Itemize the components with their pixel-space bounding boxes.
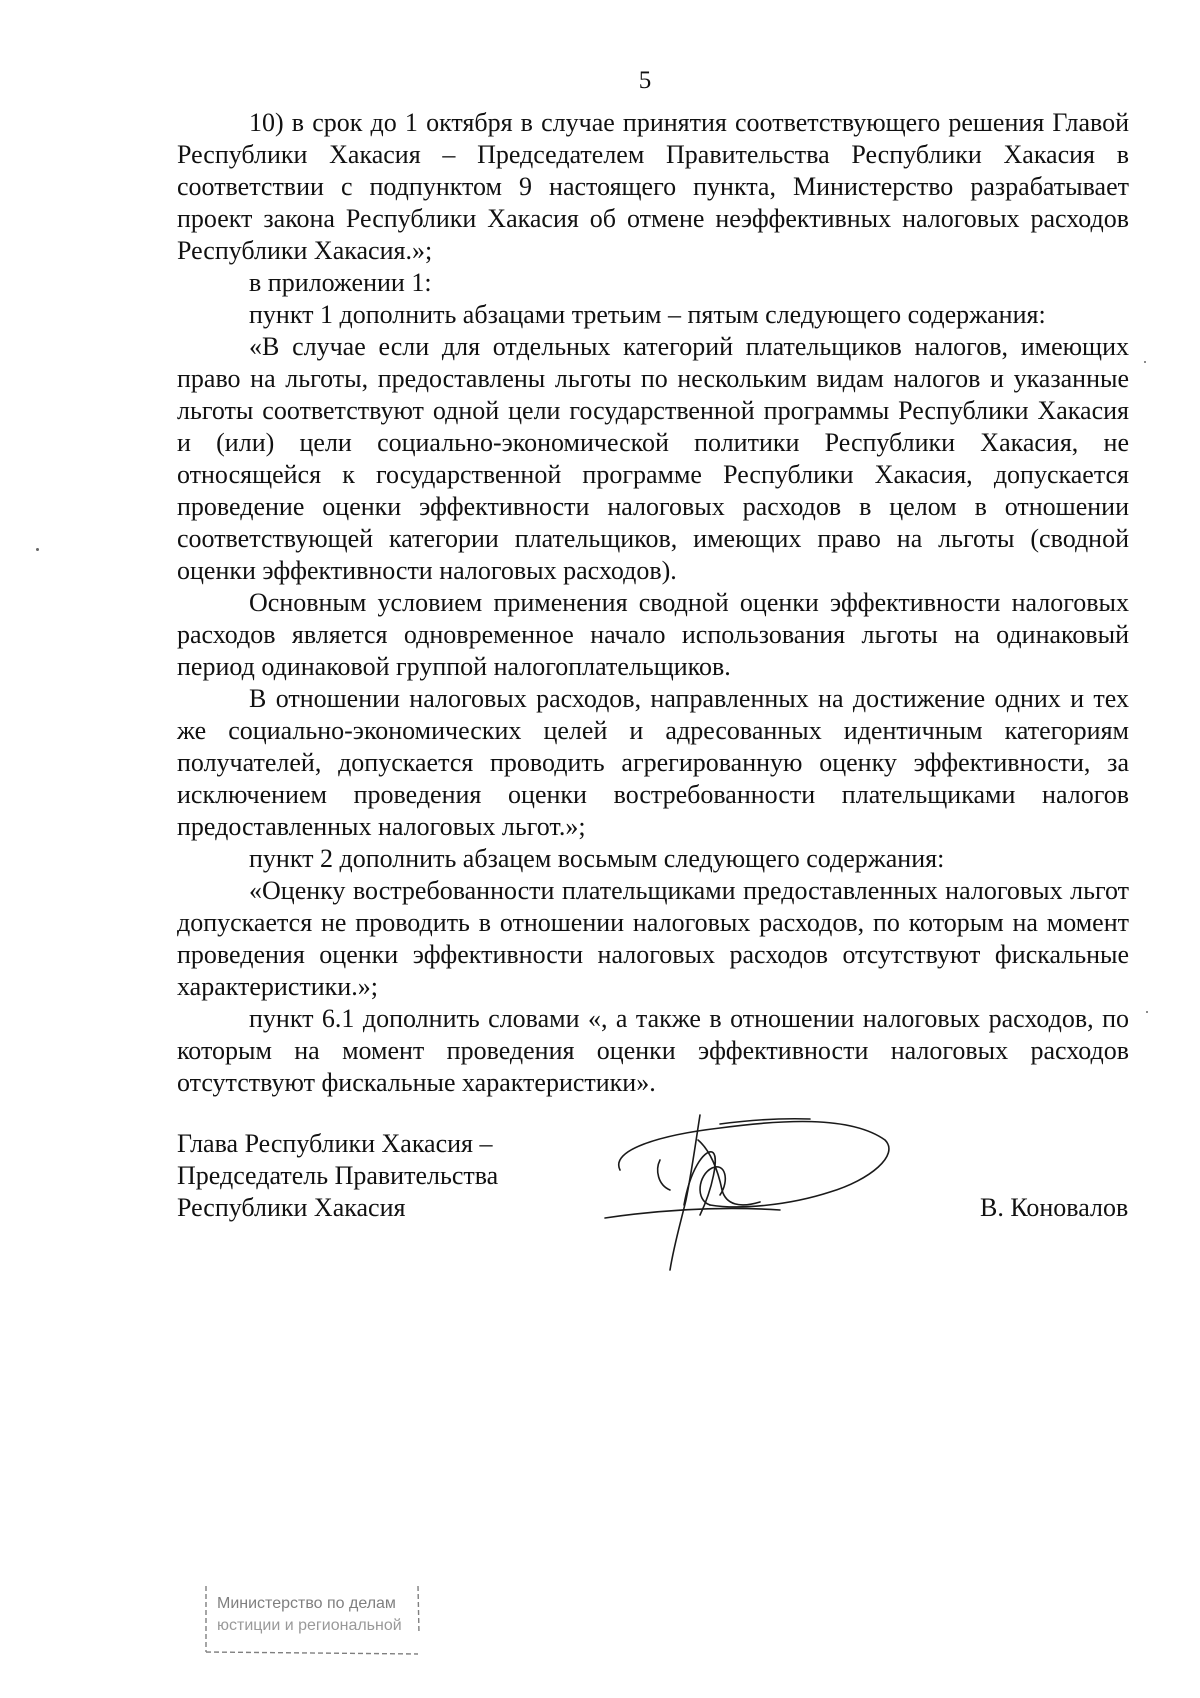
stamp-line-2: юстиции и региональной xyxy=(217,1617,402,1634)
stamp-line-1: Министерство по делам xyxy=(217,1595,396,1612)
paragraph-point-1-amendment: пункт 1 дополнить абзацами третьим – пятым следующего содержания: xyxy=(249,300,1046,329)
scan-speck xyxy=(1146,1011,1148,1013)
document-body xyxy=(177,107,1129,1099)
paragraph-main-condition: Основным условием применения сводной оценки эффективности налоговых расходов является одновременное начало использования льготы на одинаковый период одинаковой группой налогоплательщиков. xyxy=(177,588,1129,681)
registration-stamp xyxy=(203,1582,423,1656)
paragraph-point-6-1-amendment: пункт 6.1 дополнить словами «, а также в отношении налоговых расходов, по которым на момент проведения оценки эффективности налоговых расходов отсутствуют фискальные характеристики». xyxy=(177,1004,1129,1097)
paragraph-quoted-demand-assessment: «Оценку востребованности плательщиками предоставленных налоговых льгот допускается не проводить в отношении налоговых расходов, по которым на момент проведения оценки эффективности налоговых расходов отсутствуют фискальные характеристики.»; xyxy=(177,876,1129,1001)
signatory-name: В. Коновалов xyxy=(980,1193,1129,1222)
signatory-title-line: Глава Республики Хакасия – xyxy=(177,1129,493,1158)
paragraph-quoted-consolidated-assessment: «В случае если для отдельных категорий плательщиков налогов, имеющих право на льготы, предоставлены льготы по нескольким видам налогов и указанные льготы соответствуют одной цели государственной программы Республики Хакасия и (или) цели социально-экономической политики Республики Хакасия, не относящейся к государственной программе Республики Хакасия, допускается проведение оценки эффективности налоговых расходов в целом в отношении соответствующей категории плательщиков, имеющих право на льготы (сводной оценки эффективности налоговых расходов). xyxy=(177,332,1129,585)
signatory-title-line: Республики Хакасия xyxy=(177,1193,406,1222)
handwritten-signature xyxy=(600,1110,900,1275)
page-number: 5 xyxy=(638,67,652,94)
paragraph-point-2-amendment: пункт 2 дополнить абзацем восьмым следующего содержания: xyxy=(249,844,945,873)
paragraph-aggregated-assessment: В отношении налоговых расходов, направленных на достижение одних и тех же социально-экономических целей и адресованных идентичным категориям получателей, допускается проводить агрегированную оценку эффективности, за исключением проведения оценки востребованности плательщиками налогов предоставленных налоговых льгот.»; xyxy=(177,684,1129,841)
paragraph-item-10: 10) в срок до 1 октября в случае принятия соответствующего решения Главой Республики Хакасия – Председателем Правительства Республики Хакасия в соответствии с подпунктом 9 настоящего пункта, Министерство разрабатывает проект закона Республики Хакасия об отмене неэффективных налоговых расходов Республики Хакасия.»; xyxy=(177,108,1129,265)
paragraph-appendix-1: в приложении 1: xyxy=(249,268,432,297)
signatory-title xyxy=(177,1128,498,1224)
scan-speck xyxy=(36,548,39,551)
signatory-title-line: Председатель Правительства xyxy=(177,1161,499,1190)
scan-speck xyxy=(1144,361,1146,363)
